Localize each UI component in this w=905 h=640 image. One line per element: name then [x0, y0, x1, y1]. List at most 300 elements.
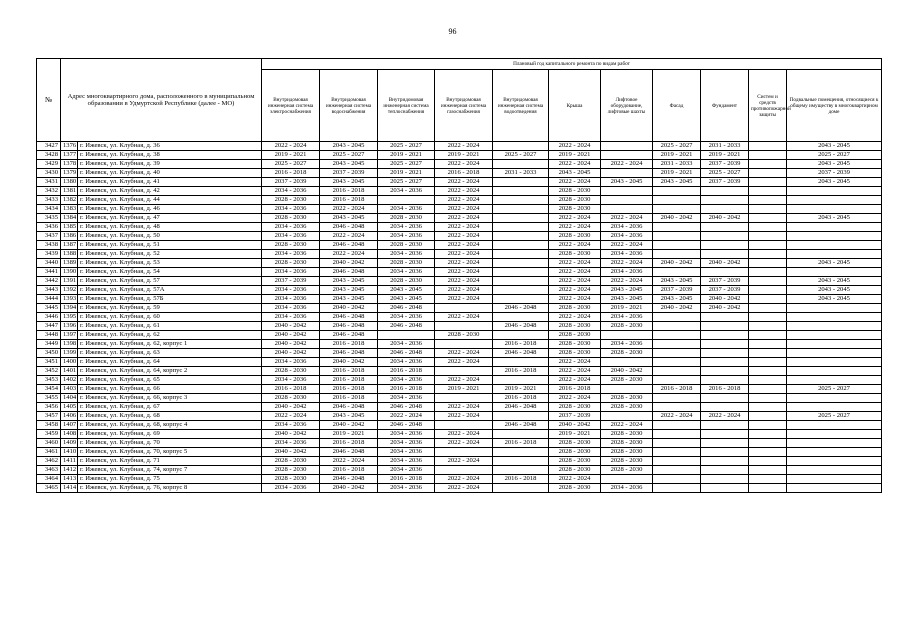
period-cell: 2022 - 2024: [549, 367, 601, 376]
period-cell: [749, 430, 787, 439]
period-cell: [493, 214, 549, 223]
period-cell: [749, 196, 787, 205]
period-cell: 2037 - 2039: [262, 178, 320, 187]
period-cell: [787, 466, 882, 475]
period-cell: 2046 - 2048: [493, 403, 549, 412]
period-cell: 2022 - 2024: [435, 241, 493, 250]
period-cell: 2022 - 2024: [320, 457, 378, 466]
header-col-1: Внутридомовая инженерная система электроснабжения: [262, 70, 320, 142]
period-cell: 2028 - 2030: [601, 376, 653, 385]
period-cell: 2022 - 2024: [435, 178, 493, 187]
period-cell: 2022 - 2024: [435, 358, 493, 367]
period-cell: [653, 394, 701, 403]
period-cell: 2019 - 2021: [549, 430, 601, 439]
period-cell: 2034 - 2036: [601, 268, 653, 277]
period-cell: 2037 - 2039: [701, 286, 749, 295]
period-cell: 2028 - 2030: [262, 367, 320, 376]
house-id-cell: 1397: [61, 331, 78, 340]
header-col-10: Систем и средств противопожарной защиты: [749, 70, 787, 142]
period-cell: 2022 - 2024: [435, 250, 493, 259]
address-cell: г. Ижевск, ул. Клубная, д. 41: [78, 178, 262, 187]
period-cell: [653, 349, 701, 358]
period-cell: [435, 322, 493, 331]
period-cell: [701, 196, 749, 205]
table-row: [37, 142, 882, 151]
period-cell: 2019 - 2021: [493, 385, 549, 394]
period-cell: [701, 358, 749, 367]
house-id-cell: 1388: [61, 250, 78, 259]
period-cell: [493, 358, 549, 367]
period-cell: 2022 - 2024: [549, 376, 601, 385]
period-cell: 2025 - 2027: [787, 385, 882, 394]
table-row: [37, 259, 882, 268]
period-cell: 2016 - 2018: [435, 169, 493, 178]
address-cell: г. Ижевск, ул. Клубная, д. 70: [78, 439, 262, 448]
period-cell: 2043 - 2045: [549, 169, 601, 178]
period-cell: [701, 448, 749, 457]
period-cell: 2028 - 2030: [549, 466, 601, 475]
table-row: [37, 367, 882, 376]
period-cell: 2037 - 2039: [549, 412, 601, 421]
table-row: [37, 394, 882, 403]
period-cell: 2019 - 2021: [435, 385, 493, 394]
period-cell: 2019 - 2021: [262, 151, 320, 160]
address-cell: г. Ижевск, ул. Клубная, д. 57А: [78, 286, 262, 295]
period-cell: 2040 - 2042: [262, 349, 320, 358]
period-cell: 2034 - 2036: [262, 376, 320, 385]
period-cell: [653, 322, 701, 331]
period-cell: [378, 331, 435, 340]
period-cell: 2016 - 2018: [320, 394, 378, 403]
period-cell: 2043 - 2045: [320, 286, 378, 295]
period-cell: [601, 187, 653, 196]
period-cell: [435, 304, 493, 313]
period-cell: 2043 - 2045: [320, 178, 378, 187]
period-cell: [701, 421, 749, 430]
period-cell: 2043 - 2045: [787, 142, 882, 151]
table-row: [37, 412, 882, 421]
period-cell: 2034 - 2036: [378, 376, 435, 385]
period-cell: 2022 - 2024: [435, 286, 493, 295]
period-cell: [749, 151, 787, 160]
period-cell: 2016 - 2018: [320, 187, 378, 196]
period-cell: 2034 - 2036: [378, 457, 435, 466]
table-row: [37, 295, 882, 304]
period-cell: 2040 - 2042: [262, 448, 320, 457]
period-cell: 2016 - 2018: [320, 376, 378, 385]
house-id-cell: 1412: [61, 466, 78, 475]
period-cell: [653, 241, 701, 250]
header-col-8: Фасад: [653, 70, 701, 142]
period-cell: 2022 - 2024: [549, 214, 601, 223]
period-cell: 2022 - 2024: [601, 259, 653, 268]
period-cell: 2022 - 2024: [435, 205, 493, 214]
table-row: [37, 358, 882, 367]
row-number-cell: 3452: [37, 367, 61, 376]
period-cell: 2040 - 2042: [262, 322, 320, 331]
period-cell: 2034 - 2036: [262, 268, 320, 277]
row-number-cell: 3441: [37, 268, 61, 277]
period-cell: [787, 313, 882, 322]
period-cell: 2040 - 2042: [549, 421, 601, 430]
house-id-cell: 1377: [61, 151, 78, 160]
period-cell: [787, 448, 882, 457]
period-cell: 2022 - 2024: [601, 214, 653, 223]
period-cell: 2034 - 2036: [378, 430, 435, 439]
period-cell: [787, 205, 882, 214]
period-cell: 2025 - 2027: [378, 178, 435, 187]
period-cell: 2022 - 2024: [435, 376, 493, 385]
house-id-cell: 1381: [61, 187, 78, 196]
period-cell: [749, 448, 787, 457]
period-cell: 2046 - 2048: [320, 268, 378, 277]
period-cell: 2019 - 2021: [378, 151, 435, 160]
period-cell: [701, 331, 749, 340]
address-cell: г. Ижевск, ул. Клубная, д. 38: [78, 151, 262, 160]
period-cell: [493, 241, 549, 250]
row-number-cell: 3460: [37, 439, 61, 448]
period-cell: 2016 - 2018: [378, 475, 435, 484]
period-cell: 2016 - 2018: [378, 385, 435, 394]
row-number-cell: 3434: [37, 205, 61, 214]
period-cell: [749, 205, 787, 214]
period-cell: [493, 448, 549, 457]
period-cell: [701, 349, 749, 358]
period-cell: 2043 - 2045: [320, 160, 378, 169]
period-cell: 2028 - 2030: [601, 448, 653, 457]
table-row: [37, 448, 882, 457]
row-number-cell: 3464: [37, 475, 61, 484]
address-cell: г. Ижевск, ул. Клубная, д. 54: [78, 268, 262, 277]
period-cell: [749, 169, 787, 178]
period-cell: 2022 - 2024: [549, 178, 601, 187]
address-cell: г. Ижевск, ул. Клубная, д. 47: [78, 214, 262, 223]
row-number-cell: 3435: [37, 214, 61, 223]
house-id-cell: 1389: [61, 259, 78, 268]
period-cell: 2034 - 2036: [378, 187, 435, 196]
house-id-cell: 1391: [61, 277, 78, 286]
period-cell: [601, 142, 653, 151]
period-cell: 2037 - 2039: [653, 286, 701, 295]
period-cell: [435, 394, 493, 403]
period-cell: 2034 - 2036: [378, 394, 435, 403]
period-cell: [701, 484, 749, 493]
period-cell: 2019 - 2021: [701, 151, 749, 160]
period-cell: 2040 - 2042: [653, 259, 701, 268]
period-cell: 2034 - 2036: [378, 466, 435, 475]
period-cell: 2022 - 2024: [435, 259, 493, 268]
address-cell: г. Ижевск, ул. Клубная, д. 69: [78, 430, 262, 439]
period-cell: [701, 457, 749, 466]
period-cell: 2034 - 2036: [378, 448, 435, 457]
period-cell: 2022 - 2024: [435, 160, 493, 169]
period-cell: 2040 - 2042: [262, 340, 320, 349]
header-col-5: Внутридомовая инженерная система водоотведения: [493, 70, 549, 142]
table-row: [37, 250, 882, 259]
period-cell: 2046 - 2048: [378, 349, 435, 358]
period-cell: [749, 439, 787, 448]
period-cell: 2034 - 2036: [378, 268, 435, 277]
period-cell: [787, 394, 882, 403]
period-cell: 2046 - 2048: [320, 448, 378, 457]
period-cell: [653, 232, 701, 241]
row-number-cell: 3456: [37, 403, 61, 412]
period-cell: [435, 466, 493, 475]
period-cell: 2043 - 2045: [787, 259, 882, 268]
address-cell: г. Ижевск, ул. Клубная, д. 62, корпус 1: [78, 340, 262, 349]
period-cell: 2040 - 2042: [320, 421, 378, 430]
period-cell: 2028 - 2030: [601, 349, 653, 358]
period-cell: 2043 - 2045: [787, 286, 882, 295]
period-cell: [701, 268, 749, 277]
period-cell: 2025 - 2027: [787, 412, 882, 421]
period-cell: [493, 466, 549, 475]
period-cell: 2040 - 2042: [262, 331, 320, 340]
address-cell: г. Ижевск, ул. Клубная, д. 57: [78, 277, 262, 286]
period-cell: 2040 - 2042: [320, 259, 378, 268]
house-id-cell: 1409: [61, 439, 78, 448]
house-id-cell: 1398: [61, 340, 78, 349]
house-id-cell: 1414: [61, 484, 78, 493]
period-cell: 2046 - 2048: [320, 475, 378, 484]
period-cell: [749, 142, 787, 151]
table-row: [37, 223, 882, 232]
period-cell: [701, 394, 749, 403]
period-cell: 2046 - 2048: [378, 421, 435, 430]
period-cell: [493, 295, 549, 304]
period-cell: [749, 457, 787, 466]
period-cell: 2043 - 2045: [601, 295, 653, 304]
period-cell: [435, 340, 493, 349]
period-cell: [749, 268, 787, 277]
period-cell: 2022 - 2024: [701, 412, 749, 421]
house-id-cell: 1390: [61, 268, 78, 277]
period-cell: [749, 475, 787, 484]
table-row: [37, 340, 882, 349]
period-cell: [493, 160, 549, 169]
period-cell: 2043 - 2045: [787, 214, 882, 223]
period-cell: [653, 430, 701, 439]
period-cell: 2022 - 2024: [549, 268, 601, 277]
period-cell: 2022 - 2024: [549, 295, 601, 304]
address-cell: г. Ижевск, ул. Клубная, д. 66, корпус 3: [78, 394, 262, 403]
table-row: [37, 466, 882, 475]
address-cell: г. Ижевск, ул. Клубная, д. 57Б: [78, 295, 262, 304]
period-cell: 2022 - 2024: [435, 196, 493, 205]
period-cell: 2022 - 2024: [435, 412, 493, 421]
period-cell: 2019 - 2021: [601, 304, 653, 313]
address-cell: г. Ижевск, ул. Клубная, д. 60: [78, 313, 262, 322]
header-col-6: Крыша: [549, 70, 601, 142]
period-cell: 2022 - 2024: [378, 412, 435, 421]
period-cell: 2046 - 2048: [493, 304, 549, 313]
period-cell: 2046 - 2048: [320, 223, 378, 232]
period-cell: 2043 - 2045: [378, 295, 435, 304]
row-number-cell: 3451: [37, 358, 61, 367]
period-cell: 2046 - 2048: [320, 322, 378, 331]
period-cell: 2016 - 2018: [653, 385, 701, 394]
period-cell: [653, 457, 701, 466]
period-cell: 2046 - 2048: [493, 322, 549, 331]
row-number-cell: 3463: [37, 466, 61, 475]
period-cell: [787, 241, 882, 250]
table-row: [37, 376, 882, 385]
period-cell: [493, 412, 549, 421]
period-cell: [749, 187, 787, 196]
house-id-cell: 1410: [61, 448, 78, 457]
period-cell: [701, 223, 749, 232]
period-cell: 2022 - 2024: [435, 268, 493, 277]
period-cell: 2034 - 2036: [601, 340, 653, 349]
house-id-cell: 1400: [61, 358, 78, 367]
table-row: [37, 430, 882, 439]
period-cell: [653, 250, 701, 259]
period-cell: 2028 - 2030: [549, 484, 601, 493]
period-cell: 2034 - 2036: [378, 250, 435, 259]
header-col-2: Внутридомовая инженерная система водоснабжения: [320, 70, 378, 142]
period-cell: 2016 - 2018: [493, 394, 549, 403]
period-cell: 2028 - 2030: [549, 322, 601, 331]
period-cell: [435, 421, 493, 430]
period-cell: 2034 - 2036: [262, 223, 320, 232]
period-cell: 2022 - 2024: [262, 142, 320, 151]
period-cell: 2034 - 2036: [378, 223, 435, 232]
period-cell: [701, 403, 749, 412]
period-cell: 2016 - 2018: [701, 385, 749, 394]
period-cell: 2025 - 2027: [378, 160, 435, 169]
period-cell: 2028 - 2030: [549, 349, 601, 358]
period-cell: 2031 - 2033: [653, 160, 701, 169]
period-cell: [653, 331, 701, 340]
period-cell: 2028 - 2030: [601, 403, 653, 412]
period-cell: 2046 - 2048: [320, 331, 378, 340]
row-number-cell: 3431: [37, 178, 61, 187]
period-cell: 2016 - 2018: [320, 367, 378, 376]
row-number-cell: 3427: [37, 142, 61, 151]
period-cell: [749, 322, 787, 331]
period-cell: 2034 - 2036: [262, 439, 320, 448]
period-cell: 2034 - 2036: [262, 484, 320, 493]
period-cell: [601, 331, 653, 340]
period-cell: 2028 - 2030: [549, 448, 601, 457]
header-no: №: [37, 59, 61, 142]
period-cell: 2028 - 2030: [549, 205, 601, 214]
period-cell: 2019 - 2021: [653, 169, 701, 178]
period-cell: [749, 340, 787, 349]
period-cell: 2022 - 2024: [549, 223, 601, 232]
period-cell: [787, 439, 882, 448]
period-cell: [787, 268, 882, 277]
period-cell: [749, 484, 787, 493]
address-cell: г. Ижевск, ул. Клубная, д. 64: [78, 358, 262, 367]
period-cell: 2043 - 2045: [320, 277, 378, 286]
house-id-cell: 1392: [61, 286, 78, 295]
period-cell: [787, 331, 882, 340]
period-cell: 2022 - 2024: [653, 412, 701, 421]
row-number-cell: 3444: [37, 295, 61, 304]
house-id-cell: 1385: [61, 223, 78, 232]
period-cell: 2025 - 2027: [653, 142, 701, 151]
row-number-cell: 3447: [37, 322, 61, 331]
period-cell: 2034 - 2036: [262, 358, 320, 367]
period-cell: [749, 241, 787, 250]
table-row: [37, 268, 882, 277]
period-cell: [493, 286, 549, 295]
house-id-cell: 1413: [61, 475, 78, 484]
period-cell: 2043 - 2045: [653, 178, 701, 187]
period-cell: [787, 421, 882, 430]
address-cell: г. Ижевск, ул. Клубная, д. 66: [78, 385, 262, 394]
period-cell: [787, 196, 882, 205]
period-cell: 2028 - 2030: [262, 457, 320, 466]
row-number-cell: 3454: [37, 385, 61, 394]
period-cell: [787, 304, 882, 313]
table-row: [37, 178, 882, 187]
period-cell: [749, 286, 787, 295]
period-cell: 2028 - 2030: [262, 475, 320, 484]
row-number-cell: 3429: [37, 160, 61, 169]
table-row: [37, 322, 882, 331]
house-id-cell: 1393: [61, 295, 78, 304]
period-cell: 2028 - 2030: [601, 394, 653, 403]
period-cell: 2022 - 2024: [601, 421, 653, 430]
period-cell: 2019 - 2021: [320, 430, 378, 439]
period-cell: 2043 - 2045: [601, 178, 653, 187]
period-cell: [749, 331, 787, 340]
table-row: [37, 439, 882, 448]
header-col-3: Внутридомовая инженерная система теплоснабжения: [378, 70, 435, 142]
row-number-cell: 3442: [37, 277, 61, 286]
period-cell: 2040 - 2042: [262, 430, 320, 439]
period-cell: [653, 466, 701, 475]
row-number-cell: 3430: [37, 169, 61, 178]
table-row: [37, 313, 882, 322]
period-cell: 2028 - 2030: [601, 466, 653, 475]
house-id-cell: 1402: [61, 376, 78, 385]
row-number-cell: 3428: [37, 151, 61, 160]
period-cell: 2025 - 2027: [787, 151, 882, 160]
period-cell: [653, 196, 701, 205]
period-cell: 2022 - 2024: [549, 259, 601, 268]
table-row: [37, 484, 882, 493]
house-id-cell: 1378: [61, 160, 78, 169]
address-cell: г. Ижевск, ул. Клубная, д. 44: [78, 196, 262, 205]
row-number-cell: 3446: [37, 313, 61, 322]
period-cell: 2028 - 2030: [549, 457, 601, 466]
period-cell: 2016 - 2018: [320, 439, 378, 448]
period-cell: 2040 - 2042: [701, 295, 749, 304]
period-cell: 2043 - 2045: [787, 160, 882, 169]
period-cell: 2037 - 2039: [701, 178, 749, 187]
address-cell: г. Ижевск, ул. Клубная, д. 59: [78, 304, 262, 313]
address-cell: г. Ижевск, ул. Клубная, д. 64, корпус 2: [78, 367, 262, 376]
row-number-cell: 3458: [37, 421, 61, 430]
period-cell: 2016 - 2018: [320, 196, 378, 205]
address-cell: г. Ижевск, ул. Клубная, д. 46: [78, 205, 262, 214]
period-cell: [701, 322, 749, 331]
period-cell: [787, 484, 882, 493]
period-cell: 2028 - 2030: [601, 457, 653, 466]
address-cell: г. Ижевск, ул. Клубная, д. 68: [78, 412, 262, 421]
period-cell: [701, 439, 749, 448]
row-number-cell: 3462: [37, 457, 61, 466]
period-cell: 2022 - 2024: [549, 277, 601, 286]
period-cell: 2046 - 2048: [493, 349, 549, 358]
period-cell: [493, 196, 549, 205]
row-number-cell: 3450: [37, 349, 61, 358]
period-cell: [749, 232, 787, 241]
address-cell: г. Ижевск, ул. Клубная, д. 76, корпус 8: [78, 484, 262, 493]
